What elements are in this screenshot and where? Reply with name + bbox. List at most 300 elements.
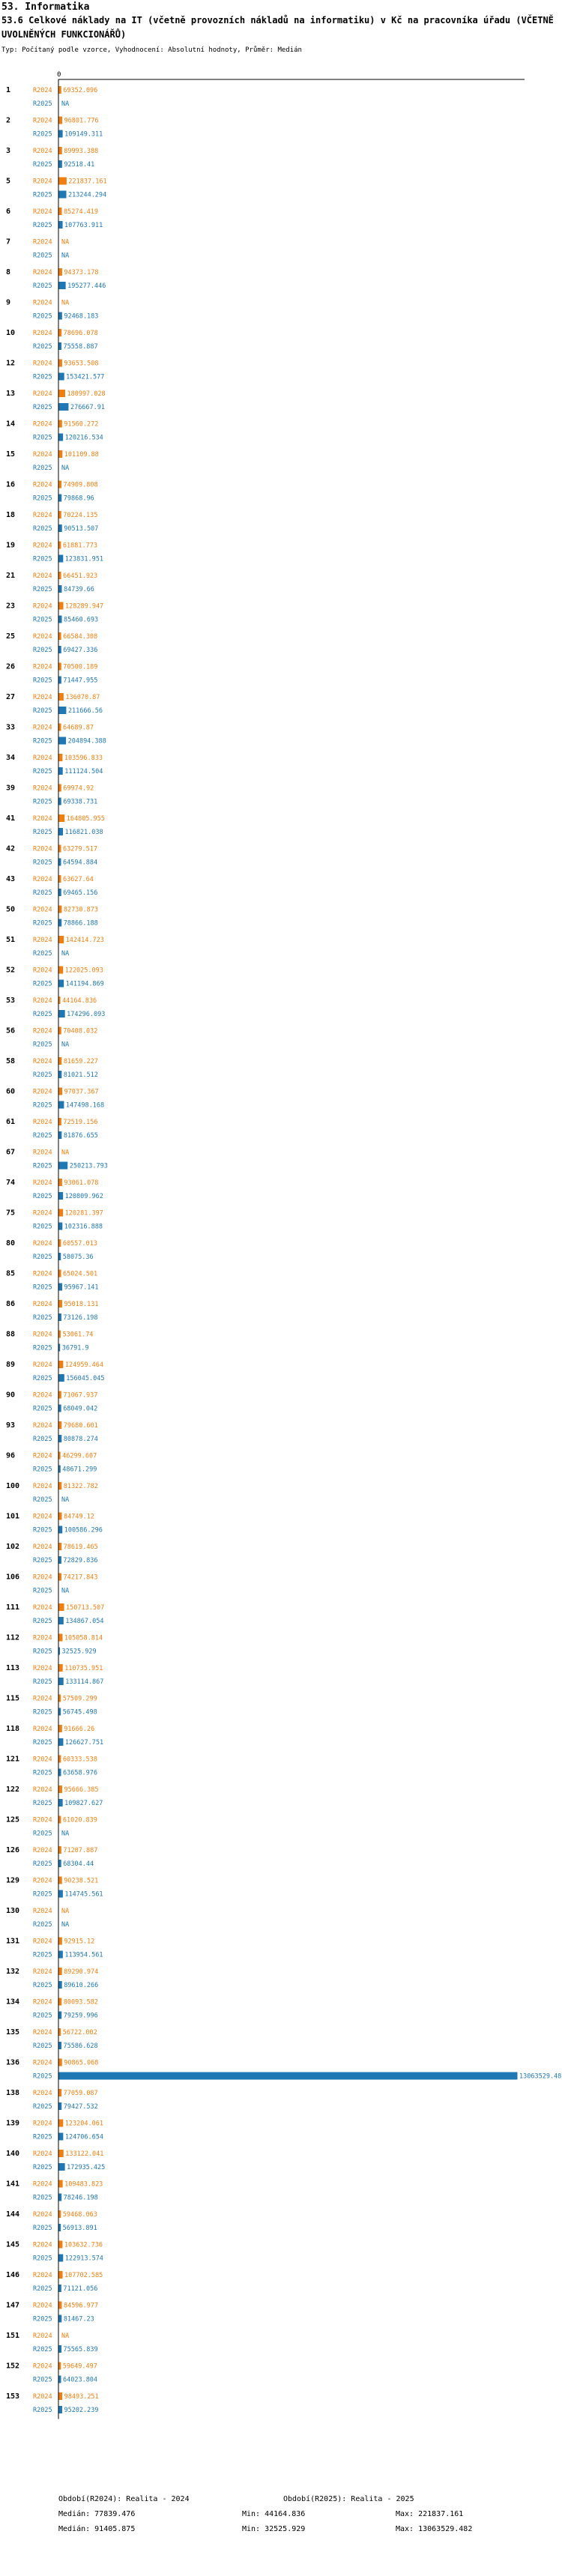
bar: [59, 1877, 62, 1884]
data-label: 64594.884: [63, 859, 98, 867]
row-label: 15: [6, 450, 16, 459]
series-label: R2024: [33, 360, 52, 368]
bar: [59, 724, 61, 731]
bar: [59, 889, 61, 896]
data-label: 111124.504: [64, 768, 103, 775]
data-label: 72829.836: [63, 1557, 98, 1564]
bar: [59, 542, 61, 549]
bar: [59, 875, 61, 883]
series-label: R2024: [33, 1908, 52, 1915]
data-label: 147498.168: [65, 1101, 105, 1110]
series-label: R2024: [33, 1726, 52, 1733]
data-label: 78696.078: [63, 330, 98, 337]
data-label: 94373.178: [64, 269, 99, 276]
series-label: R2025: [33, 1132, 52, 1140]
series-label: R2025: [33, 282, 52, 290]
series-label: R2024: [33, 2090, 52, 2097]
bar: [59, 737, 67, 745]
series-label: R2024: [33, 602, 52, 611]
row-label: 130: [6, 1907, 20, 1915]
data-label: 71447.955: [63, 677, 98, 685]
bar: [59, 329, 62, 336]
series-label: R2025: [33, 1436, 52, 1443]
series-label: R2025: [33, 1587, 52, 1595]
data-label: 120216.534: [64, 434, 103, 442]
series-label: R2024: [33, 1119, 52, 1126]
data-label: 110735.951: [64, 1665, 103, 1672]
series-label: R2025: [33, 1890, 52, 1899]
data-label: 92518.41: [64, 161, 95, 169]
bar: [59, 1981, 62, 1989]
row-label: 115: [6, 1694, 20, 1703]
bar: [59, 572, 61, 579]
series-label: R2025: [33, 130, 52, 139]
bar: [59, 2072, 518, 2080]
data-label: 93061.078: [64, 1179, 99, 1187]
bar: [59, 2302, 62, 2309]
bar: [59, 1466, 61, 1473]
bar: [59, 1573, 61, 1581]
row-label: 131: [6, 1937, 20, 1946]
row-label: 6: [6, 208, 11, 216]
data-label: 120809.962: [64, 1193, 103, 1200]
bar: [59, 1951, 63, 1959]
row-label: 34: [6, 754, 16, 762]
row-label: 144: [6, 2210, 20, 2219]
row-label: 7: [6, 238, 11, 247]
row-label: 42: [6, 844, 16, 853]
data-label: 221837.161: [68, 178, 107, 186]
series-label: R2024: [33, 1483, 52, 1490]
data-label: 101109.88: [64, 451, 99, 459]
bar: [59, 1179, 62, 1186]
series-label: R2024: [33, 663, 52, 671]
series-label: R2025: [33, 798, 52, 806]
bar: [59, 1010, 65, 1018]
series-label: R2024: [33, 1361, 52, 1369]
series-label: R2024: [33, 1270, 52, 1278]
series-label: R2025: [33, 2194, 52, 2202]
bar: [59, 511, 61, 518]
data-label: 113954.561: [64, 1951, 103, 1959]
data-label: 114745.561: [64, 1890, 103, 1899]
series-label: R2025: [33, 465, 52, 472]
data-label: 122025.093: [64, 967, 103, 975]
data-label: 124706.654: [64, 2133, 104, 2141]
bar: [59, 1860, 61, 1867]
data-label: 79427.532: [63, 2103, 98, 2111]
series-label: R2024: [33, 1027, 52, 1035]
row-label: 56: [6, 1027, 16, 1035]
data-label: 56722.002: [62, 2029, 97, 2037]
bar: [59, 632, 61, 640]
row-label: 43: [6, 875, 16, 883]
series-label: R2024: [33, 2241, 52, 2249]
data-label: 73126.198: [63, 1314, 98, 1322]
data-label: 81467.23: [63, 2315, 94, 2323]
data-label: 95666.385: [64, 1786, 99, 1794]
bar: [59, 663, 61, 671]
data-label: 59649.497: [62, 2362, 97, 2371]
series-label: R2024: [33, 937, 52, 944]
data-label: 63279.517: [62, 845, 98, 853]
bar: [59, 1998, 62, 2006]
row-label: 75: [6, 1209, 16, 1218]
row-label: 129: [6, 1876, 20, 1885]
data-label: 60333.538: [62, 1756, 97, 1764]
series-label: R2024: [33, 1544, 52, 1551]
row-label: 16: [6, 480, 16, 489]
na-label: NA: [61, 1587, 70, 1595]
bar: [59, 178, 67, 185]
bar: [59, 1938, 62, 1945]
row-label: 136: [6, 2058, 20, 2067]
series-label: R2024: [33, 1756, 52, 1764]
na-label: NA: [61, 1496, 70, 1504]
series-label: R2025: [33, 980, 52, 988]
series-label: R2025: [33, 1041, 52, 1049]
bar: [59, 2285, 61, 2292]
series-label: R2024: [33, 2302, 52, 2310]
na-label: NA: [61, 238, 70, 247]
data-label: 63658.976: [62, 1769, 98, 1777]
series-label: R2024: [33, 1149, 52, 1157]
legend-2024: Období(R2024): Realita - 2024: [58, 2495, 190, 2503]
series-label: R2025: [33, 1982, 52, 1989]
series-label: R2025: [33, 1466, 52, 1474]
data-label: 69465.156: [63, 889, 98, 897]
bar: [59, 117, 63, 124]
data-label: 136070.87: [65, 694, 100, 701]
series-label: R2025: [33, 647, 52, 654]
bar: [59, 373, 64, 381]
bar: [59, 2012, 62, 2019]
series-label: R2024: [33, 2180, 52, 2189]
data-label: 56745.498: [62, 1708, 97, 1717]
na-label: NA: [61, 465, 70, 472]
data-label: 85274.419: [63, 208, 99, 216]
series-label: R2024: [33, 2362, 52, 2371]
row-label: 139: [6, 2119, 20, 2128]
series-label: R2025: [33, 1284, 52, 1292]
data-label: 195277.446: [67, 282, 106, 290]
bar: [59, 980, 64, 988]
series-label: R2025: [33, 191, 52, 199]
row-label: 153: [6, 2392, 20, 2401]
row-label: 52: [6, 966, 16, 975]
row-label: 96: [6, 1451, 16, 1460]
series-label: R2025: [33, 343, 52, 351]
bar: [59, 420, 62, 428]
row-label: 90: [6, 1391, 16, 1400]
bar: [59, 2345, 62, 2353]
bar: [59, 221, 63, 229]
data-label: 80093.582: [63, 1998, 98, 2007]
series-label: R2024: [33, 208, 52, 216]
row-label: 10: [6, 329, 16, 337]
bar: [59, 1769, 61, 1777]
series-label: R2024: [33, 815, 52, 823]
row-label: 27: [6, 693, 16, 701]
row-label: 122: [6, 1786, 20, 1794]
bar: [59, 1664, 63, 1672]
data-label: 74217.843: [63, 1573, 98, 1582]
data-label: 36791.9: [61, 1344, 89, 1352]
data-label: 78246.198: [63, 2194, 98, 2202]
data-label: 84596.977: [63, 2302, 99, 2310]
data-label: 105058.814: [64, 1634, 103, 1642]
series-label: R2025: [33, 2133, 52, 2141]
data-label: 46299.607: [62, 1452, 97, 1460]
series-label: R2025: [33, 161, 52, 169]
data-label: 89993.388: [64, 148, 99, 155]
data-label: 92468.183: [64, 312, 99, 321]
bar: [59, 1452, 61, 1460]
data-label: 61020.839: [62, 1816, 97, 1824]
series-label: R2024: [33, 967, 52, 975]
data-label: 90865.068: [64, 2059, 99, 2067]
series-label: R2024: [33, 542, 52, 550]
bar: [59, 798, 61, 805]
data-label: 71121.056: [63, 2285, 98, 2293]
series-label: R2025: [33, 252, 52, 260]
row-label: 145: [6, 2240, 20, 2249]
row-label: 138: [6, 2089, 20, 2097]
bar: [59, 906, 62, 913]
series-label: R2024: [33, 1816, 52, 1824]
bar: [59, 2315, 62, 2323]
series-label: R2024: [33, 1452, 52, 1460]
row-label: 74: [6, 1179, 16, 1187]
row-label: 111: [6, 1603, 20, 1612]
bar: [59, 2150, 64, 2157]
bar: [59, 1799, 63, 1806]
data-label: 68304.44: [63, 1860, 94, 1868]
bar: [59, 616, 62, 623]
series-label: R2025: [33, 1951, 52, 1959]
na-label: NA: [61, 1041, 70, 1049]
bar: [59, 1695, 61, 1702]
data-label: 69352.096: [63, 87, 98, 94]
series-label: R2025: [33, 2164, 52, 2171]
bar: [59, 495, 62, 502]
series-label: R2024: [33, 1179, 52, 1187]
data-label: 84739.66: [63, 586, 94, 593]
row-label: 146: [6, 2271, 20, 2279]
bar: [59, 1131, 62, 1139]
row-label: 25: [6, 632, 16, 641]
row-label: 33: [6, 723, 16, 732]
series-label: R2025: [33, 1648, 52, 1656]
series-label: R2025: [33, 404, 52, 411]
bar: [59, 1071, 62, 1078]
data-label: 70500.189: [63, 663, 98, 671]
series-label: R2024: [33, 876, 52, 883]
chart-title: 53.6 Celkové náklady na IT (včetně provozních nákladů na informatiku) v Kč na pracovníka úřadu (VČETNĚ UVOLNĚNÝCH FUNKCIONÁŘŮ): [1, 15, 554, 40]
series-label: R2024: [33, 572, 52, 580]
bar: [59, 1890, 63, 1898]
data-label: 71207.887: [63, 1847, 98, 1854]
series-label: R2024: [33, 1998, 52, 2007]
row-label: 151: [6, 2332, 20, 2340]
series-label: R2025: [33, 1375, 52, 1382]
bar: [59, 2210, 61, 2218]
data-label: 89610.266: [64, 1982, 99, 1989]
series-label: R2025: [33, 100, 52, 108]
bar: [59, 1313, 61, 1321]
series-label: R2024: [33, 390, 52, 398]
series-label: R2024: [33, 633, 52, 641]
data-label: 60557.013: [62, 1240, 97, 1248]
series-label: R2025: [33, 1223, 52, 1231]
series-label: R2025: [33, 1739, 52, 1747]
series-label: R2024: [33, 2150, 52, 2158]
series-label: R2025: [33, 1921, 52, 1929]
row-label: 26: [6, 662, 16, 671]
bar: [59, 2028, 61, 2036]
series-label: R2024: [33, 1301, 52, 1308]
data-label: 122913.574: [64, 2255, 103, 2263]
row-label: 126: [6, 1846, 20, 1854]
series-label: R2025: [33, 859, 52, 867]
na-label: NA: [61, 100, 70, 108]
series-label: R2024: [33, 148, 52, 155]
bar: [59, 390, 65, 397]
bar: [59, 2042, 62, 2049]
bar: [59, 1738, 64, 1746]
bar: [59, 1756, 61, 1763]
series-label: R2025: [33, 1344, 52, 1352]
bar: [59, 2194, 62, 2201]
series-label: R2025: [33, 1678, 52, 1686]
na-label: NA: [61, 1149, 70, 1157]
data-label: 68049.042: [63, 1405, 98, 1413]
row-label: 13: [6, 390, 16, 398]
series-label: R2025: [33, 616, 52, 624]
row-label: 67: [6, 1148, 16, 1157]
series-label: R2024: [33, 1634, 52, 1642]
series-label: R2024: [33, 2120, 52, 2128]
bar: [59, 1270, 61, 1278]
series-label: R2025: [33, 1405, 52, 1413]
data-label: 153421.577: [66, 373, 105, 381]
row-label: 18: [6, 511, 16, 519]
series-label: R2024: [33, 845, 52, 853]
series-label: R2024: [33, 420, 52, 429]
series-label: R2025: [33, 1860, 52, 1868]
data-label: 81021.512: [63, 1071, 98, 1079]
bar: [59, 268, 62, 276]
series-label: R2025: [33, 1496, 52, 1504]
bar: [59, 1968, 62, 1975]
row-label: 2: [6, 116, 11, 125]
series-label: R2024: [33, 1665, 52, 1672]
bar: [59, 130, 63, 138]
series-label: R2024: [33, 2059, 52, 2067]
series-label: R2025: [33, 2043, 52, 2050]
data-label: 172935.425: [67, 2164, 106, 2171]
data-label: 53061.74: [62, 1331, 94, 1339]
series-label: R2024: [33, 1058, 52, 1065]
series-label: R2024: [33, 1331, 52, 1339]
bar: [59, 282, 66, 289]
na-label: NA: [61, 1830, 70, 1838]
bar: [59, 754, 63, 761]
max-2024: Max: 221837.161: [396, 2510, 464, 2518]
bar: [59, 1057, 62, 1065]
series-label: R2025: [33, 1830, 52, 1838]
bar: [59, 2376, 61, 2383]
series-label: R2024: [33, 694, 52, 701]
series-label: R2025: [33, 737, 52, 746]
bar: [59, 360, 62, 367]
row-label: 106: [6, 1573, 20, 1582]
data-label: 90238.521: [64, 1877, 99, 1885]
row-label: 9: [6, 298, 11, 307]
bar: [59, 1678, 64, 1685]
row-label: 147: [6, 2301, 20, 2310]
row-label: 41: [6, 814, 16, 823]
bar: [59, 693, 64, 701]
series-label: R2025: [33, 1800, 52, 1807]
bar: [59, 1209, 64, 1217]
data-label: 61881.773: [62, 542, 97, 550]
series-label: R2024: [33, 906, 52, 914]
data-label: 89290.974: [64, 1968, 99, 1976]
row-label: 58: [6, 1057, 16, 1065]
series-label: R2024: [33, 2332, 52, 2340]
bar: [59, 1192, 64, 1200]
row-label: 51: [6, 936, 16, 944]
row-label: 23: [6, 602, 16, 611]
series-label: R2025: [33, 1557, 52, 1564]
data-label: 77059.087: [63, 2090, 98, 2097]
series-label: R2024: [33, 1573, 52, 1582]
bar: [59, 845, 61, 853]
series-label: R2025: [33, 2315, 52, 2323]
row-label: 88: [6, 1330, 16, 1339]
data-label: 120281.397: [64, 1209, 103, 1218]
series-label: R2024: [33, 238, 52, 247]
series-label: R2025: [33, 1526, 52, 1535]
row-label: 1: [6, 86, 11, 94]
bar: [59, 2089, 62, 2096]
data-label: 95018.131: [64, 1301, 99, 1308]
series-label: R2025: [33, 919, 52, 928]
bar: [59, 1344, 61, 1352]
bar: [59, 2133, 64, 2141]
series-label: R2025: [33, 1618, 52, 1625]
bar: [59, 555, 64, 563]
bar: [59, 1239, 61, 1247]
row-label: 5: [6, 177, 11, 186]
bar: [59, 403, 69, 411]
row-label: 113: [6, 1664, 20, 1672]
bar: [59, 1331, 61, 1338]
data-label: 64689.87: [63, 724, 94, 732]
bar: [59, 2059, 62, 2066]
series-label: R2024: [33, 2211, 52, 2219]
bar: [59, 312, 62, 320]
series-label: R2024: [33, 1695, 52, 1703]
data-label: 100586.296: [64, 1526, 103, 1535]
data-label: 150713.507: [66, 1604, 105, 1612]
data-label: 211666.56: [67, 707, 103, 715]
data-label: 80878.274: [63, 1436, 98, 1443]
bar: [59, 1361, 64, 1368]
series-label: R2025: [33, 1254, 52, 1261]
data-label: 82730.873: [63, 906, 98, 914]
